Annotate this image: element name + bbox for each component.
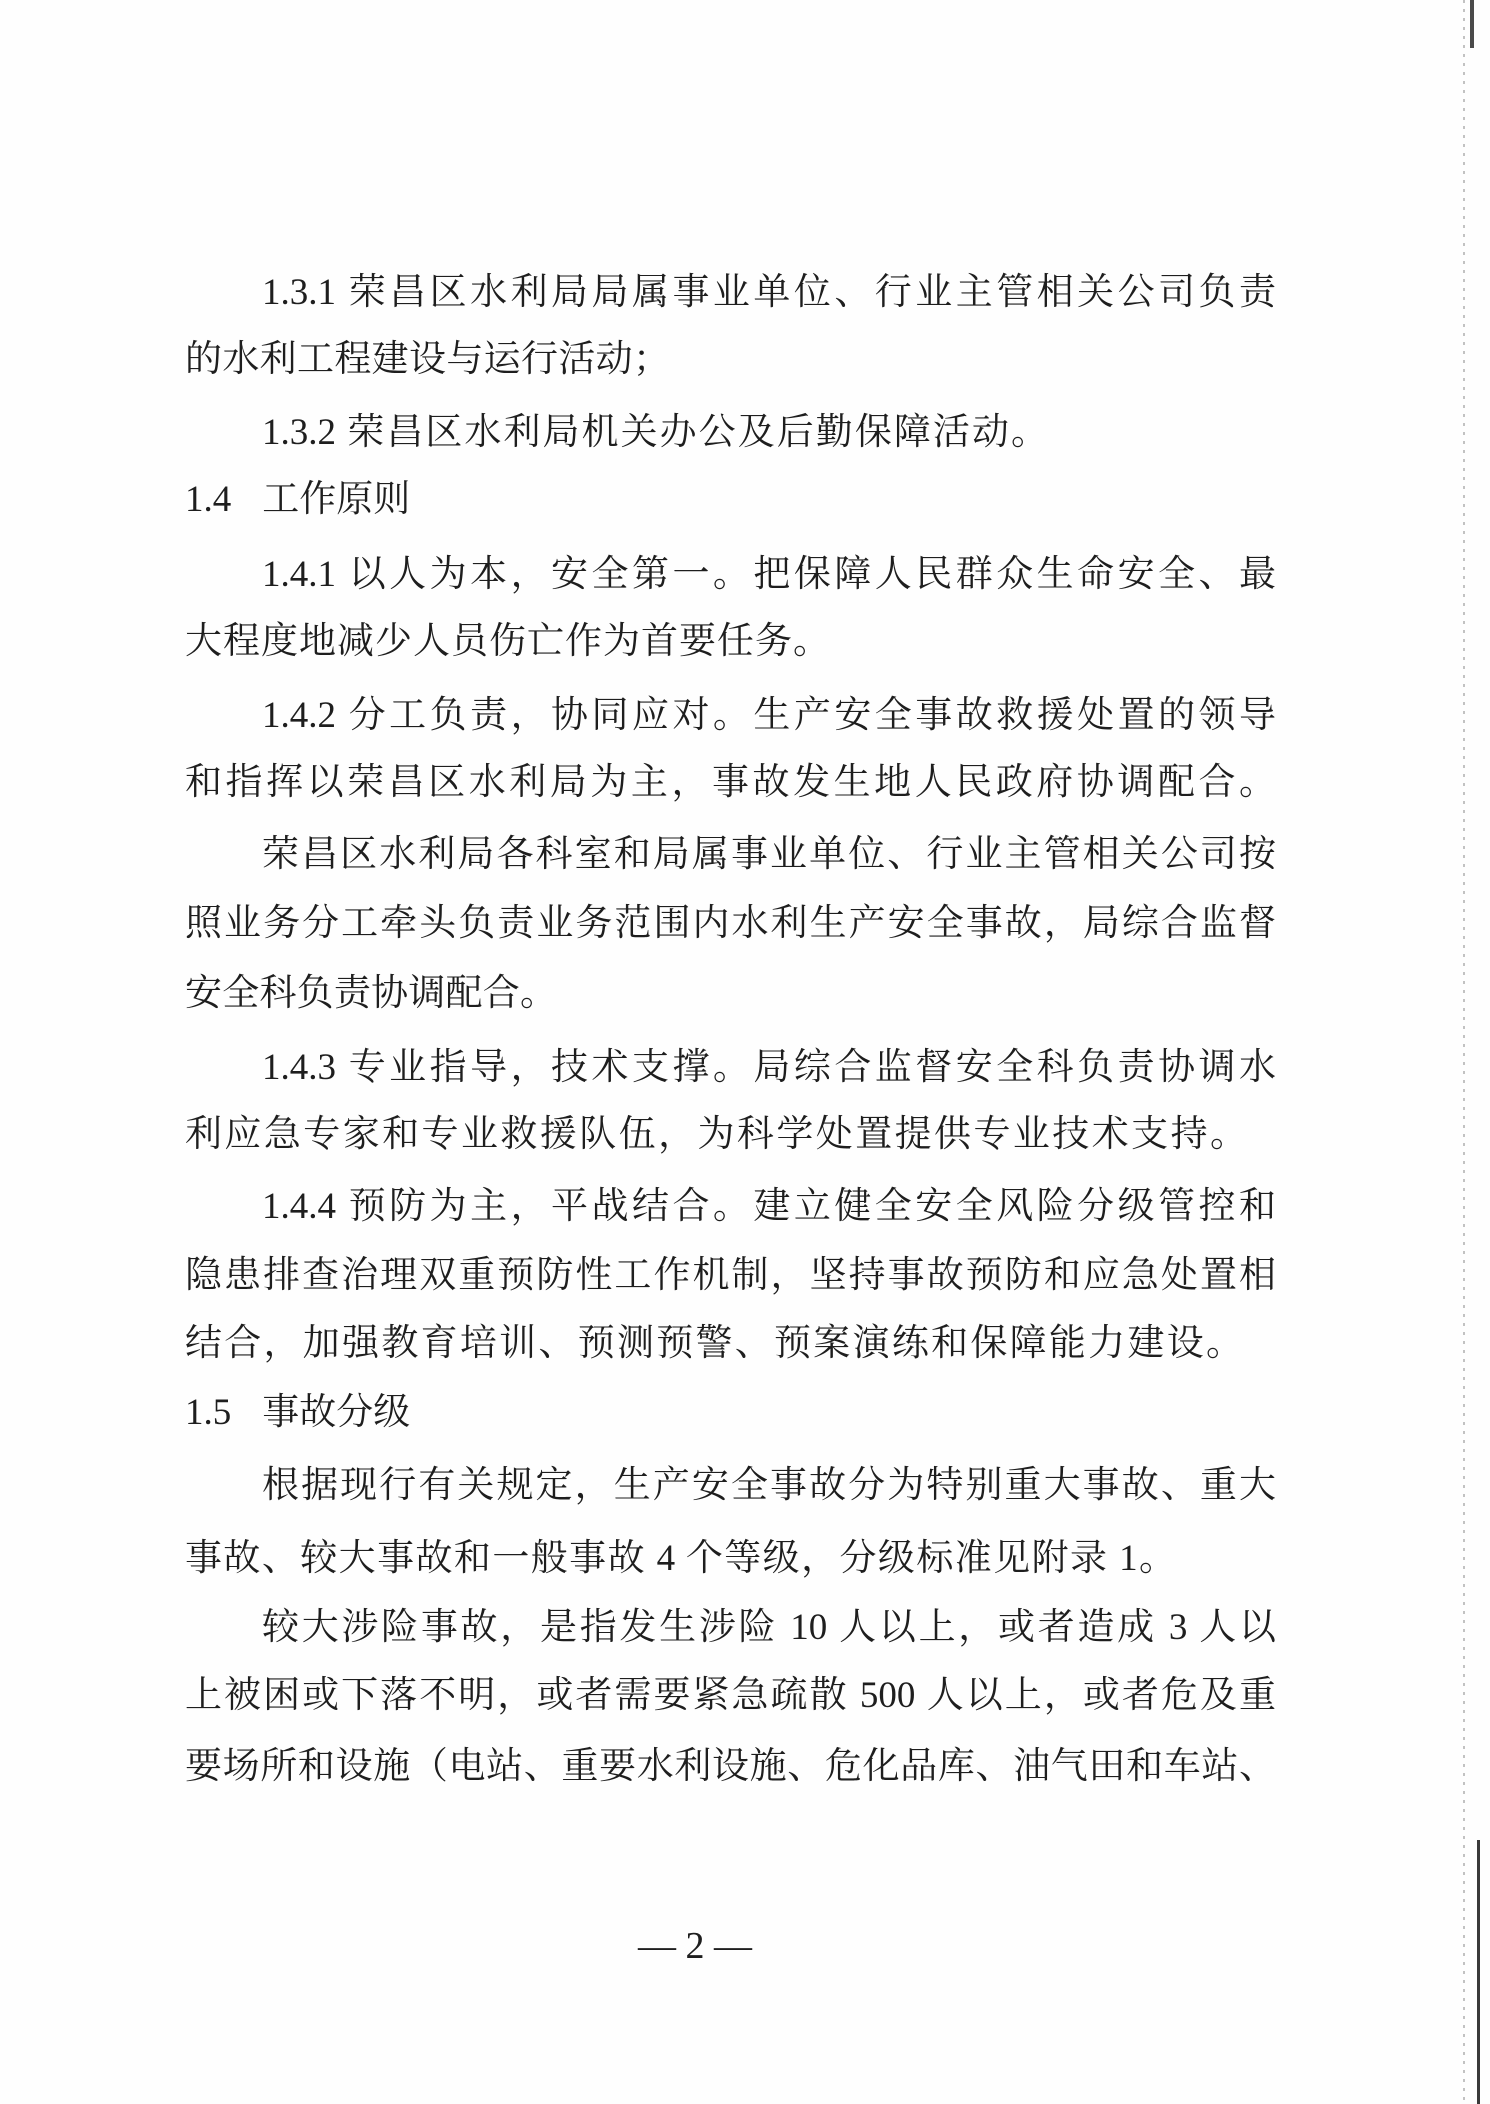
- clause-1-4-3-line-2: 利应急专家和专业救援队伍，为科学处置提供专业技术支持。: [185, 1114, 1247, 1155]
- section-heading-1-4: [185, 475, 410, 525]
- clause-1-4-2-line-2: 和指挥以荣昌区水利局为主，事故发生地人民政府协调配合。: [185, 762, 1276, 803]
- paragraph-line-1: 荣昌区水利局各科室和局属事业单位、行业主管相关公司按: [262, 834, 1276, 875]
- page-number: — 2 —: [638, 1925, 752, 1967]
- clause-1-4-4-line-3: 结合，加强教育培训、预测预警、预案演练和保障能力建设。: [185, 1323, 1243, 1364]
- section-number: 1.4: [185, 479, 232, 520]
- scan-corner-mark: [1470, 0, 1474, 48]
- paragraph-line-1: 较大涉险事故，是指发生涉险 10 人以上，或者造成 3 人以: [262, 1607, 1276, 1648]
- section-heading-1-5: [185, 1388, 410, 1438]
- clause-1-4-4-line-2: 隐患排查治理双重预防性工作机制，坚持事故预防和应急处置相: [185, 1255, 1276, 1296]
- section-title: 工作原则: [262, 479, 411, 520]
- paragraph-line-2: 照业务分工牵头负责业务范围内水利生产安全事故，局综合监督: [185, 903, 1276, 944]
- clause-1-4-1-line-1: 1.4.1 以人为本，安全第一。把保障人民群众生命安全、最: [262, 554, 1276, 595]
- paragraph-line-3: 安全科负责协调配合。: [185, 973, 557, 1014]
- clause-1-4-2-line-1: 1.4.2 分工负责，协同应对。生产安全事故救援处置的领导: [262, 695, 1276, 736]
- scan-edge-dotted-line: [1463, 0, 1465, 2104]
- clause-1-4-3-line-1: 1.4.3 专业指导，技术支撑。局综合监督安全科负责协调水: [262, 1047, 1276, 1088]
- clause-1-4-4-line-1: 1.4.4 预防为主，平战结合。建立健全安全风险分级管控和: [262, 1186, 1276, 1227]
- paragraph-line-2: 事故、较大事故和一般事故 4 个等级，分级标准见附录 1。: [185, 1538, 1176, 1579]
- paragraph-line-2: 上被困或下落不明，或者需要紧急疏散 500 人以上，或者危及重: [185, 1675, 1276, 1716]
- section-number: 1.5: [185, 1392, 232, 1433]
- paragraph-line-1: 根据现行有关规定，生产安全事故分为特别重大事故、重大: [262, 1465, 1276, 1506]
- section-title: 事故分级: [262, 1392, 411, 1433]
- clause-1-3-1-line-2: 的水利工程建设与运行活动；: [185, 339, 670, 380]
- clause-1-3-1-line-1: 1.3.1 荣昌区水利局局属事业单位、行业主管相关公司负责: [262, 272, 1276, 313]
- scan-edge-line: [1477, 1840, 1480, 2104]
- clause-1-4-1-line-2: 大程度地减少人员伤亡作为首要任务。: [185, 621, 830, 662]
- paragraph-line-3: 要场所和设施（电站、重要水利设施、危化品库、油气田和车站、: [185, 1746, 1276, 1787]
- clause-1-3-2-line-1: 1.3.2 荣昌区水利局机关办公及后勤保障活动。: [262, 412, 1048, 453]
